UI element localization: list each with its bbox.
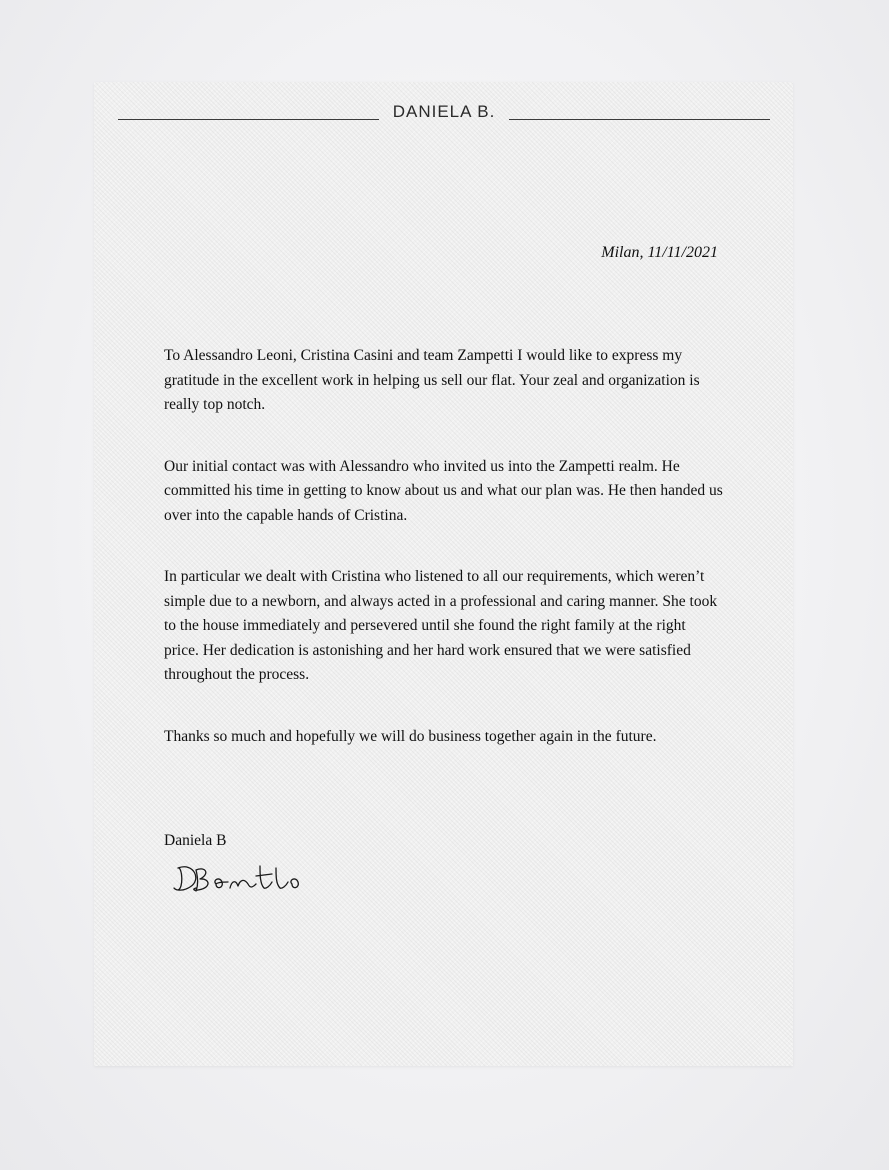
sender-name: DANIELA B. [392,102,496,121]
paragraph: In particular we dealt with Cristina who listened to all our requirements, which weren’t simple due to a newborn, and always acted in a professional and caring manner. She took to the house immediately and persevered until she found the right family at the right price. Her dedication is astonishing and her hard work ensured that we were satisfied throughout the process. [164,568,718,683]
letter-page [94,82,793,1066]
paragraph: To Alessandro Leoni, Cristina Casini and team Zampetti I would like to express my gratitude in the excellent work in helping us sell our flat. Your zeal and organization is really top notch. [164,347,700,413]
letterhead-rule-left [118,119,379,120]
paragraph: Thanks so much and hopefully we will do business together again in the future. [164,727,657,745]
letter-date: Milan, 11/11/2021 [601,244,718,261]
letter-body [164,344,724,786]
letterhead [118,98,770,126]
handwritten-signature [172,858,322,898]
letterhead-rule-right [509,119,770,120]
signoff-name: Daniela B [164,832,227,849]
paragraph: Our initial contact was with Alessandro who invited us into the Zampetti realm. He committed his time in getting to know about us and what our plan was. He then handed us over into the capable hands of Cristina. [164,457,723,524]
